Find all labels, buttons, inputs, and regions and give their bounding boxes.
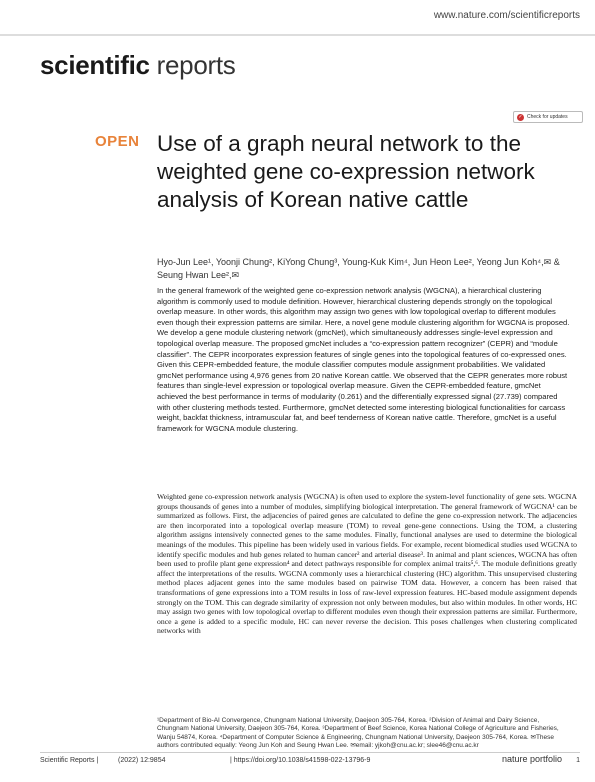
footer-doi-link[interactable]: | https://doi.org/10.1038/s41598-022-13796-9: [230, 757, 371, 764]
check-updates-label: Check for updates: [527, 114, 568, 120]
page-number: 1: [576, 757, 580, 764]
footer-divider: [40, 752, 580, 753]
footer-journal: Scientific Reports |: [40, 757, 99, 764]
publisher-logo: nature portfolio: [501, 754, 562, 764]
journal-name-bold: scientific: [40, 50, 150, 80]
body-text: Weighted gene co-expression network analysis (WGCNA) is often used to explore the system-level functionality of gene sets. WGCNA groups thousands of genes into a number of modules, simplifying biological interpretation. The general framework of WGCNA¹ can be summarized as follows. First, the adjacencies of paired genes are calculated to define the gene co-expression network. The adjacencies are then incorporated into a topological overlap measure (TOM) to reveal gene-gene connections. Using the TOM, a clustering algorithm assigns intensively connected genes to the same modules. Finally, functional analyses are used to determine the biological meanings of the modules. This pipeline has been widely used in various fields. For example, recent biomedical studies used WGCNA to identify specific modules and hub genes related to human cancer² and arterial disease³. In animal and plant sciences, WGCNA has often been used to profile plant gene expression⁴ and detect pathways responsible for complex animal traits⁵,⁶. The module definitions greatly affect the interpretations of the results. WGCNA commonly uses a hierarchical clustering (HC) algorithm. This unsupervised clustering method places adjacent genes into the same modules based on pairwise TOM data. However, a concern has been raised that transformations of gene expressions into a TOM results in loss of raw-level expression features. HC-based module assignment depends strongly on the TOM. This can degrade similarity of expression not only between modules, but also within modules. In other words, HC may assign two genes with low topological overlap to different modules even though their expression patterns are similar. Furthermore, once a gene is added to a specific module, HC can never reverse the decision. This poses challenges when clustering complicated networks with: [157, 492, 577, 636]
journal-logo: [40, 50, 235, 81]
affiliations-footnote: ¹Department of Bio-AI Convergence, Chungnam National University, Daejeon 305-764, Korea. ²Division of Animal and Dairy Science, Chungnam National University, Daejeon 305-764, Korea. ³Department of Beef Science, Korea National College of Agriculture and Fisheries, Wanju 54874, Korea. ⁴Department of Computer Science & Engineering, Chungnam National University, Daejeon 305-764, Korea. ✉These authors contributed equally: Yeong Jun Koh and Seung Hwan Lee. ✉email: yjkoh@cnu.ac.kr; slee46@cnu.ac.kr: [157, 717, 559, 750]
author-list[interactable]: Hyo-Jun Lee¹, Yoonji Chung², KiYong Chung³, Young-Kuk Kim⁴, Jun Heon Lee², Yeong Jun Koh⁴,✉ & Seung Hwan Lee²,✉: [157, 257, 560, 280]
journal-url[interactable]: www.nature.com/scientificreports: [433, 10, 580, 21]
article-title: Use of a graph neural network to the weighted gene co-expression network analysis of Korean native cattle: [157, 131, 535, 212]
open-access-label: OPEN: [95, 133, 140, 150]
check-updates-button[interactable]: [513, 111, 583, 123]
header-divider: [0, 34, 595, 36]
check-icon: ✓: [518, 113, 523, 120]
journal-name-light: reports: [156, 50, 236, 80]
footer-year: (2022) 12:9854: [118, 757, 166, 764]
abstract: In the general framework of the weighted gene co-expression network analysis (WGCNA), a hierarchical clustering algorithm is commonly used to module definition. However, hierarchical clustering depends strongly on the topological overlap measure. In other words, this algorithm may assign two genes with low topological overlap to different modules even though their expression patterns are similar. Here, a novel gene module clustering algorithm for WGCNA is proposed. We develop a gene module clustering network (gmcNet), which simultaneously addresses single-level expression and topological overlap measure. The proposed gmcNet includes a “co-expression pattern recognizer” (CEPR) and “module classifier”. The CEPR incorporates expression features of single genes into the topological features of co-expressed ones. Given this CEPR-embedded feature, the module classifier computes module assignment probabilities. We validated gmcNet performance using 4,976 genes from 20 native Korean cattle. We observed that the CEPR generates more robust features than single-level expression or topological overlap measure. Given the CEPR-embedded feature, gmcNet achieved the best performance in terms of modularity (0.261) and the differentially expressed signal (27.739) compared with other clustering methods tested. Furthermore, gmcNet detected some interesting biological functionalities for carcass weight, backfat thickness, intramuscular fat, and beef tenderness of Korean native cattle. Therefore, gmcNet is a useful framework for WGCNA module clustering.: [157, 286, 570, 433]
